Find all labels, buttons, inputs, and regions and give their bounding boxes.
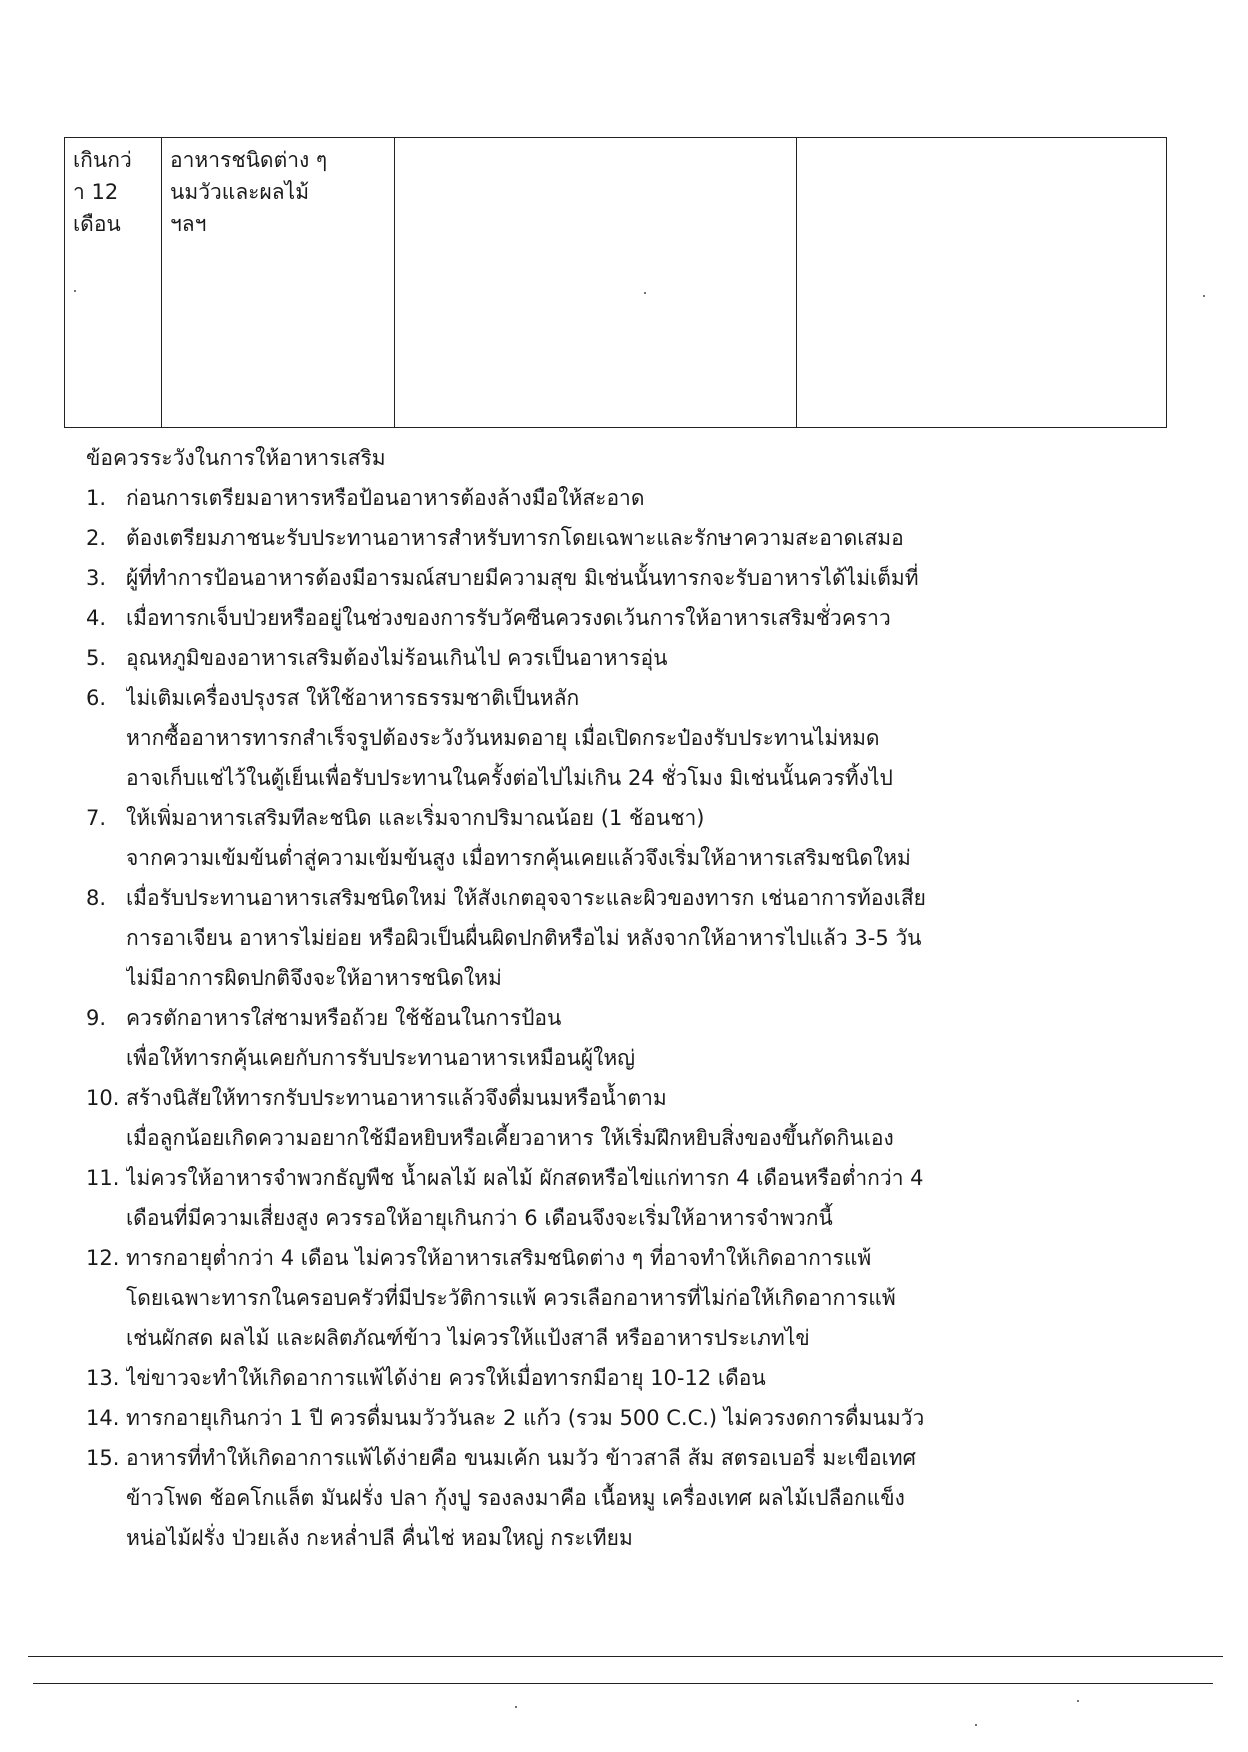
caution-number: 15. — [86, 1446, 120, 1470]
caution-text: อาหารที่ทำให้เกิดอาการแพ้ได้ง่ายคือ ขนมเค้ก นมวัว ข้าวสาลี ส้ม สตรอเบอรี่ มะเขือเทศ — [126, 1446, 916, 1470]
caution-item — [86, 1438, 1146, 1558]
caution-number: 4. — [86, 606, 107, 630]
caution-item — [86, 1158, 1146, 1238]
caution-number: 1. — [86, 486, 107, 510]
scan-speck — [1077, 1700, 1079, 1702]
caution-number: 12. — [86, 1246, 120, 1270]
caution-item — [86, 878, 1146, 998]
caution-number: 13. — [86, 1366, 120, 1390]
caution-number: 14. — [86, 1406, 120, 1430]
caution-number: 8. — [86, 886, 107, 910]
caution-text: อุณหภูมิของอาหารเสริมต้องไม่ร้อนเกินไป ควรเป็นอาหารอุ่น — [126, 646, 668, 670]
caution-number: 7. — [86, 806, 107, 830]
caution-text: ให้เพิ่มอาหารเสริมทีละชนิด และเริ่มจากปริมาณน้อย (1 ช้อนชา) — [126, 806, 705, 830]
caution-item — [86, 1358, 1146, 1398]
caution-text: อาจเก็บแช่ไว้ในตู้เย็นเพื่อรับประทานในครั้งต่อไปไม่เกิน 24 ชั่วโมง มิเช่นนั้นควรทิ้งไป — [126, 766, 893, 790]
caution-text: ทารกอายุต่ำกว่า 4 เดือน ไม่ควรให้อาหารเสริมชนิดต่าง ๆ ที่อาจทำให้เกิดอาการแพ้ — [126, 1246, 872, 1270]
caution-item — [86, 518, 1146, 558]
caution-text: เมื่อรับประทานอาหารเสริมชนิดใหม่ ให้สังเกตอุจจาระและผิวของทารก เช่นอาการท้องเสีย — [126, 886, 926, 910]
food-line: นมวัวและผลไม้ — [170, 180, 310, 204]
caution-text: จากความเข้มข้นต่ำสู่ความเข้มข้นสูง เมื่อทารกคุ้นเคยแล้วจึงเริ่มให้อาหารเสริมชนิดใหม่ — [126, 846, 911, 870]
caution-text: ผู้ที่ทำการป้อนอาหารต้องมีอารมณ์สบายมีความสุข มิเช่นนั้นทารกจะรับอาหารได้ไม่เต็มที่ — [126, 566, 919, 590]
caution-text: เพื่อให้ทารกคุ้นเคยกับการรับประทานอาหารเหมือนผู้ใหญ่ — [126, 1046, 636, 1070]
footer-rule-secondary — [33, 1683, 1213, 1684]
caution-number: 6. — [86, 686, 107, 710]
scan-speck — [515, 1706, 517, 1708]
caution-text: การอาเจียน อาหารไม่ย่อย หรือผิวเป็นผื่นผิดปกติหรือไม่ หลังจากให้อาหารไปแล้ว 3-5 วัน — [126, 926, 922, 950]
caution-number: 9. — [86, 1006, 107, 1030]
caution-text: ต้องเตรียมภาชนะรับประทานอาหารสำหรับทารกโดยเฉพาะและรักษาความสะอาดเสมอ — [126, 526, 904, 550]
caution-text: ไม่เติมเครื่องปรุงรส ให้ใช้อาหารธรรมชาติเป็นหลัก — [126, 686, 580, 710]
food-line: อาหารชนิดต่าง ๆ — [170, 148, 328, 172]
food-line: ฯลฯ — [170, 212, 207, 236]
caution-text: ทารกอายุเกินกว่า 1 ปี ควรดื่มนมวัววันละ 2 แก้ว (รวม 500 C.C.) ไม่ควรงดการดื่มนมวัว — [126, 1406, 925, 1430]
age-line: า 12 — [73, 180, 119, 204]
caution-text: โดยเฉพาะทารกในครอบครัวที่มีประวัติการแพ้ ควรเลือกอาหารที่ไม่ก่อให้เกิดอาการแพ้ — [126, 1286, 896, 1310]
cautions-section — [86, 438, 1146, 1558]
cautions-heading: ข้อควรระวังในการให้อาหารเสริม — [86, 446, 386, 470]
caution-number: 5. — [86, 646, 107, 670]
caution-text: ไม่ควรให้อาหารจำพวกธัญพืช น้ำผลไม้ ผลไม้ ผักสดหรือไข่แก่ทารก 4 เดือนหรือต่ำกว่า 4 — [126, 1166, 924, 1190]
caution-item — [86, 598, 1146, 638]
caution-text: ควรตักอาหารใส่ชามหรือถ้วย ใช้ช้อนในการป้อน — [126, 1006, 562, 1030]
caution-item — [86, 678, 1146, 798]
caution-number: 10. — [86, 1086, 120, 1110]
caution-item — [86, 798, 1146, 878]
caution-text: ก่อนการเตรียมอาหารหรือป้อนอาหารต้องล้างมือให้สะอาด — [126, 486, 645, 510]
caution-list — [86, 478, 1146, 1558]
caution-text: หน่อไม้ฝรั่ง ป่วยเล้ง กะหล่ำปลี คื่นไช่ หอมใหญ่ กระเทียม — [126, 1526, 633, 1550]
caution-text: ไข่ขาวจะทำให้เกิดอาการแพ้ได้ง่าย ควรให้เมื่อทารกมีอายุ 10-12 เดือน — [126, 1366, 766, 1390]
age-cell — [65, 138, 162, 428]
scan-speck — [1203, 295, 1205, 297]
empty-cell — [395, 138, 797, 428]
caution-item — [86, 558, 1146, 598]
table-row — [65, 138, 1167, 428]
caution-text: ไม่มีอาการผิดปกติจึงจะให้อาหารชนิดใหม่ — [126, 966, 502, 990]
caution-number: 11. — [86, 1166, 120, 1190]
empty-cell — [797, 138, 1167, 428]
caution-item — [86, 1238, 1146, 1358]
food-cell — [162, 138, 395, 428]
caution-item — [86, 478, 1146, 518]
scan-speck — [74, 290, 76, 292]
caution-text: เดือนที่มีความเสี่ยงสูง ควรรอให้อายุเกินกว่า 6 เดือนจึงจะเริ่มให้อาหารจำพวกนี้ — [126, 1206, 833, 1230]
caution-text: เมื่อลูกน้อยเกิดความอยากใช้มือหยิบหรือเคี้ยวอาหาร ให้เริ่มฝึกหยิบสิ่งของขึ้นกัดกินเอง — [126, 1126, 894, 1150]
caution-text: เมื่อทารกเจ็บป่วยหรืออยู่ในช่วงของการรับวัคซีนควรงดเว้นการให้อาหารเสริมชั่วคราว — [126, 606, 891, 630]
age-line: เดือน — [73, 212, 121, 236]
age-line: เกินกว่ — [73, 148, 132, 172]
feeding-table — [64, 137, 1167, 428]
caution-number: 3. — [86, 566, 107, 590]
caution-text: เช่นผักสด ผลไม้ และผลิตภัณฑ์ข้าว ไม่ควรให้แป้งสาลี หรืออาหารประเภทไข่ — [126, 1326, 810, 1350]
caution-text: สร้างนิสัยให้ทารกรับประทานอาหารแล้วจึงดื่มนมหรือน้ำตาม — [126, 1086, 667, 1110]
footer-rule — [28, 1656, 1223, 1657]
caution-item — [86, 1398, 1146, 1438]
caution-number: 2. — [86, 526, 107, 550]
scan-speck — [975, 1724, 977, 1726]
caution-item — [86, 1078, 1146, 1158]
caution-item — [86, 998, 1146, 1078]
scan-speck — [644, 292, 646, 294]
caution-text: หากซื้ออาหารทารกสำเร็จรูปต้องระวังวันหมดอายุ เมื่อเปิดกระป๋องรับประทานไม่หมด — [126, 726, 880, 750]
caution-item — [86, 638, 1146, 678]
caution-text: ข้าวโพด ช้อคโกแล็ต มันฝรั่ง ปลา กุ้งปู รองลงมาคือ เนื้อหมู เครื่องเทศ ผลไม้เปลือกแข็ง — [126, 1486, 905, 1510]
